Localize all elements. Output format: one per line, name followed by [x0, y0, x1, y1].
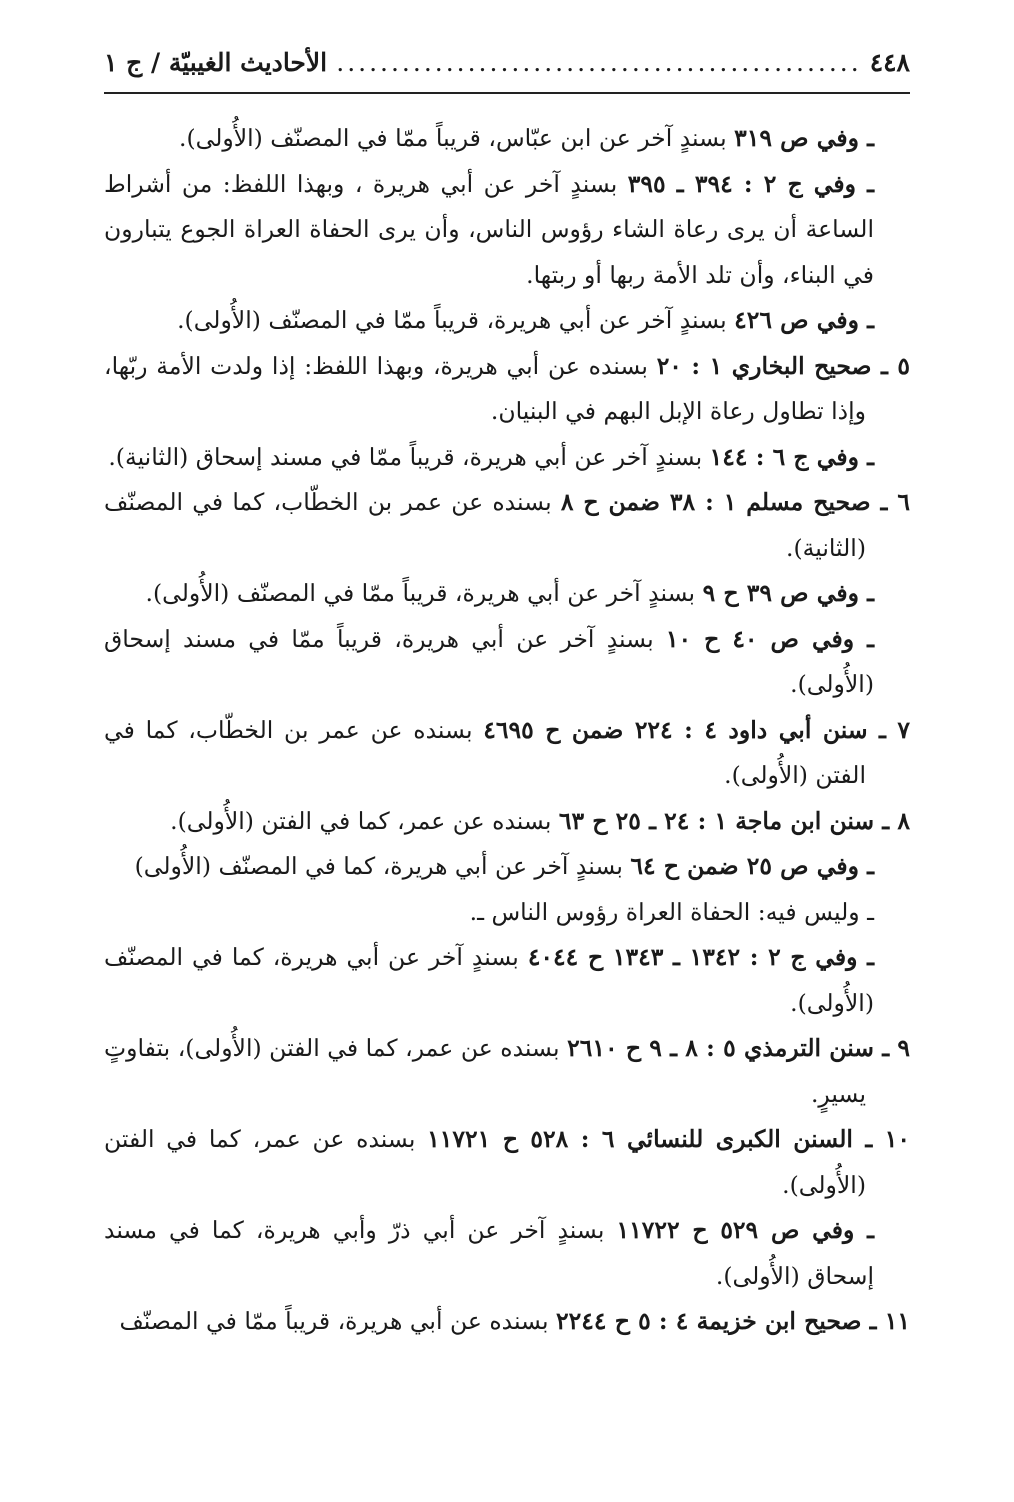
- citation-text: بسنده عن عمر، كما في الفتن (الأُولى).: [170, 806, 559, 835]
- page-header: [104, 48, 910, 94]
- citation-reference: ٦ ـ صحيح مسلم ١ : ٣٨ ضمن ح ٨: [560, 488, 910, 516]
- citation-text: بسندٍ آخر عن أبي هريرة، قريباً ممّا في المصنّف (الأُولى).: [145, 579, 703, 607]
- citation-reference: ١١ ـ صحيح ابن خزيمة ٤ : ٥ ح ٢٢٤٤: [556, 1307, 910, 1335]
- citation-reference: ـ وفي ص ٣١٩: [734, 124, 874, 152]
- running-title: الأحاديث الغيبيّة / ج ١: [104, 48, 328, 77]
- citation-reference: ـ وفي ج ٢ : ٣٩٤ ـ ٣٩٥: [627, 169, 874, 198]
- source-entry: [104, 708, 910, 799]
- page-number: ٤٤٨: [869, 48, 910, 77]
- source-entry: [104, 480, 910, 571]
- citation-reference: ١٠ ـ السنن الكبرى للنسائي ٦ : ٥٢٨ ح ١١٧٢١: [427, 1125, 910, 1153]
- source-subentry: [104, 435, 910, 481]
- source-entry: [104, 344, 910, 435]
- source-entry: [104, 1026, 910, 1117]
- citation-text: بسندٍ آخر عن أبي ذرّ وأبي هريرة، كما في مسند إسحاق (الأُولى).: [104, 1216, 874, 1290]
- citation-text: بسندٍ آخر عن أبي هريرة، قريباً ممّا في مسند إسحاق (الأُولى).: [104, 624, 874, 698]
- header-leader-dots: [335, 48, 862, 77]
- citation-reference: ـ وفي ص ٣٩ ح ٩: [702, 579, 874, 607]
- source-entry: [104, 1117, 910, 1208]
- source-subentry: [104, 571, 910, 617]
- source-subentry: [104, 116, 910, 162]
- citation-reference: ـ وفي ص ٥٢٩ ح ١١٧٢٢: [616, 1216, 874, 1244]
- citation-text: بسنده عن عمر بن الخطّاب، كما في الفتن (الأُولى).: [104, 715, 866, 789]
- citation-reference: ـ وفي ص ٤٢٦: [734, 306, 874, 334]
- citation-text: بسنده عن عمر، كما في الفتن (الأُولى).: [104, 1125, 866, 1199]
- source-subentry: [104, 935, 910, 1026]
- citation-reference: ٨ ـ سنن ابن ماجة ١ : ٢٤ ـ ٢٥ ح ٦٣: [558, 806, 910, 835]
- source-subentry: [104, 1208, 910, 1299]
- citation-reference: ٩ ـ سنن الترمذي ٥ : ٨ ـ ٩ ح ٢٦١٠: [567, 1034, 910, 1062]
- citation-reference: ٧ ـ سنن أبي داود ٤ : ٢٢٤ ضمن ح ٤٦٩٥: [483, 715, 910, 744]
- citation-text: بسندٍ آخر عن أبي هريرة ، وبهذا اللفظ: من أشراط الساعة أن يرى رعاة الشاء رؤوس الناس، وأن يرى الحفاة العراة الجوع يتبارون في البناء، وأن تلد الأمة ربها أو ربتها.: [104, 169, 874, 289]
- citation-text: بسنده عن عمر بن الخطّاب، كما في المصنّف (الثانية).: [104, 488, 866, 562]
- footnote-body: [104, 116, 910, 1345]
- citation-text: بسنده عن أبي هريرة، قريباً ممّا في المصنّف: [119, 1307, 557, 1335]
- citation-text: ـ وليس فيه: الحفاة العراة رؤوس الناس ـ.: [469, 897, 874, 926]
- citation-text: بسندٍ آخر عن أبي هريرة، قريباً ممّا في المصنّف (الأُولى).: [177, 306, 735, 334]
- citation-reference: ـ وفي ج ٦ : ١٤٤: [709, 442, 874, 471]
- citation-text: بسندٍ آخر عن أبي هريرة، كما في المصنّف (الأُولى): [134, 852, 631, 880]
- citation-text: بسندٍ آخر عن أبي هريرة، كما في المصنّف (الأُولى).: [104, 943, 874, 1017]
- citation-reference: ـ وفي ج ٢ : ١٣٤٢ ـ ١٣٤٣ ح ٤٠٤٤: [527, 943, 874, 971]
- citation-text: بسندٍ آخر عن أبي هريرة، قريباً ممّا في مسند إسحاق (الثانية).: [108, 442, 710, 471]
- citation-text: بسنده عن عمر، كما في الفتن (الأُولى)، بتفاوتٍ يسيرٍ.: [104, 1034, 866, 1108]
- source-subentry: [104, 844, 910, 890]
- citation-reference: ـ وفي ص ٢٥ ضمن ح ٦٤: [630, 852, 874, 880]
- citation-text: بسنده عن أبي هريرة، وبهذا اللفظ: إذا ولدت الأمة ربّها، وإذا تطاول رعاة الإبل البهم في البنيان.: [104, 351, 866, 425]
- citation-reference: ٥ ـ صحيح البخاري ١ : ٢٠: [656, 351, 910, 380]
- citation-reference: ـ وفي ص ٤٠ ح ١٠: [665, 624, 874, 653]
- citation-text: بسندٍ آخر عن ابن عبّاس، قريباً ممّا في المصنّف (الأُولى).: [178, 124, 735, 152]
- source-subentry: [104, 617, 910, 708]
- source-subentry: [104, 162, 910, 299]
- source-subentry: [104, 298, 910, 344]
- source-entry: [104, 799, 910, 845]
- source-subentry: [104, 890, 910, 936]
- source-entry: [104, 1299, 910, 1345]
